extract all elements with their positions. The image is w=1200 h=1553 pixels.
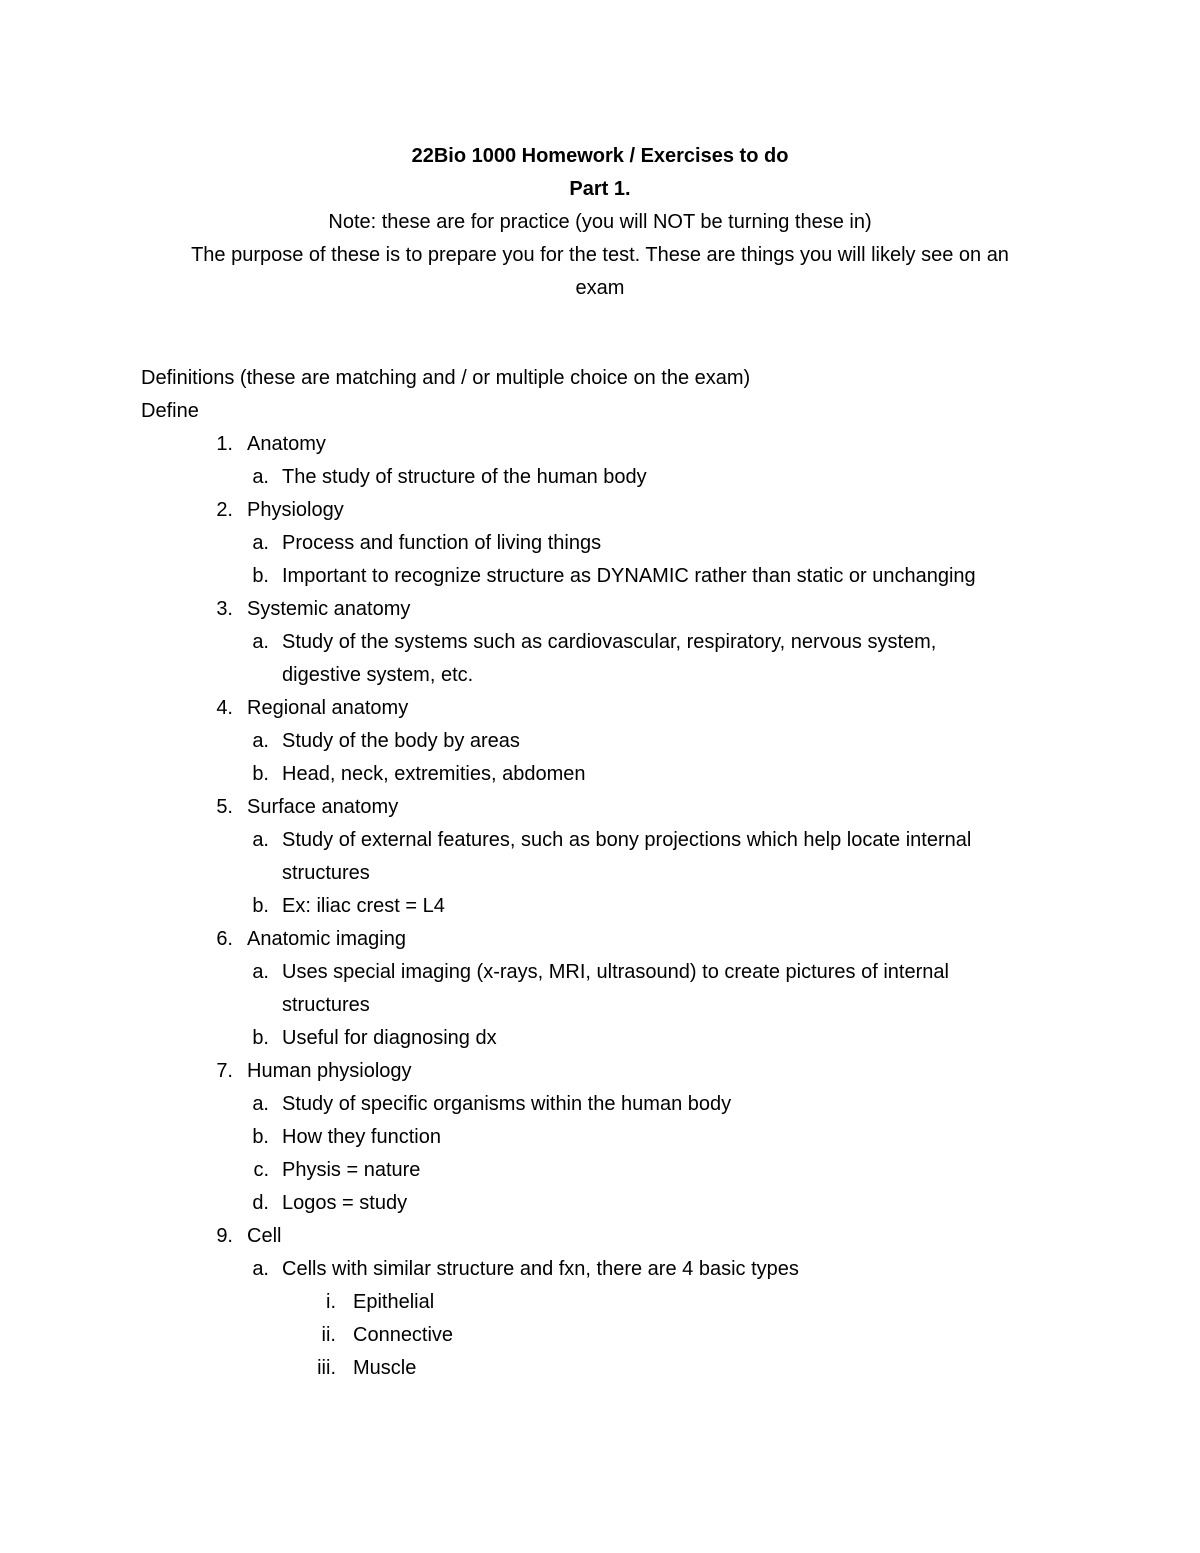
list-item-text: Study of the systems such as cardiovascular, respiratory, nervous system, [282,631,937,653]
list-marker: a. [252,532,269,554]
definition-detail [141,1154,1061,1187]
definition-detail [141,1121,1061,1154]
list-item-text: Surface anatomy [247,796,399,818]
definition-subdetail [141,1319,1061,1352]
definition-detail [141,824,1061,857]
definition-detail [141,1253,1061,1286]
list-item-text: How they function [282,1126,441,1148]
list-item-text: Important to recognize structure as DYNAMIC rather than static or unchanging [282,565,976,587]
list-item-text: Anatomic imaging [247,928,406,950]
definition-detail [141,725,1061,758]
definition-detail [141,1088,1061,1121]
list-marker: i. [326,1291,336,1313]
part-label: Part 1. [569,178,631,200]
define-heading-text: Define [141,400,199,422]
purpose-line-2: exam [575,277,625,299]
list-marker: b. [252,763,269,785]
list-item-text: Cell [247,1225,282,1247]
list-item-text: Physis = nature [282,1159,421,1181]
definition-term [141,923,1061,956]
list-marker: b. [252,1027,269,1049]
list-item-text: Process and function of living things [282,532,602,554]
list-item-text: Systemic anatomy [247,598,411,620]
list-item-continuation: structures [282,862,370,884]
list-item-text: Ex: iliac crest = L4 [282,895,445,917]
list-item-text: Head, neck, extremities, abdomen [282,763,586,785]
definition-detail [141,1022,1061,1055]
definition-detail-continuation [141,659,1061,692]
definitions-intro-text: Definitions (these are matching and / or multiple choice on the exam) [141,367,751,389]
definition-detail [141,626,1061,659]
list-marker: d. [252,1192,269,1214]
list-item-text: Regional anatomy [247,697,409,719]
list-item-text: Study of specific organisms within the human body [282,1093,732,1115]
list-item-text: Uses special imaging (x-rays, MRI, ultrasound) to create pictures of internal [282,961,949,983]
list-item-text: Useful for diagnosing dx [282,1027,497,1049]
definition-subdetail [141,1286,1061,1319]
list-marker: 4. [216,697,233,719]
definition-term [141,1220,1061,1253]
definition-detail [141,758,1061,791]
list-item-continuation: digestive system, etc. [282,664,474,686]
definition-detail-continuation [141,989,1061,1022]
list-item-text: The study of structure of the human body [282,466,647,488]
list-marker: 5. [216,796,233,818]
list-item-text: Connective [353,1324,454,1346]
list-item-text: Study of external features, such as bony projections which help locate internal [282,829,972,851]
list-marker: 6. [216,928,233,950]
list-item-text: Physiology [247,499,344,521]
list-marker: a. [252,829,269,851]
definition-detail [141,956,1061,989]
list-item-text: Human physiology [247,1060,412,1082]
list-item-text: Anatomy [247,433,326,455]
definition-term [141,692,1061,725]
definition-detail [141,461,1061,494]
definition-detail [141,527,1061,560]
list-item-text: Muscle [353,1357,417,1379]
list-marker: b. [252,895,269,917]
list-marker: 1. [216,433,233,455]
list-marker: 9. [216,1225,233,1247]
definition-detail [141,560,1061,593]
definition-term [141,494,1061,527]
purpose-line-1: The purpose of these is to prepare you for the test. These are things you will likely see on an [191,244,1009,266]
definitions-section [141,362,1061,1385]
document-title: 22Bio 1000 Homework / Exercises to do [411,145,789,167]
list-marker: a. [252,961,269,983]
definition-term [141,428,1061,461]
definition-detail-continuation [141,857,1061,890]
list-marker: a. [252,466,269,488]
list-item-continuation: structures [282,994,370,1016]
list-item-text: Logos = study [282,1192,408,1214]
list-marker: b. [252,565,269,587]
definition-detail [141,890,1061,923]
list-marker: iii. [317,1357,336,1379]
list-marker: a. [252,730,269,752]
list-item-text: Epithelial [353,1291,435,1313]
definitions-intro [141,362,1061,395]
document-header [130,140,1070,305]
list-marker: a. [252,1093,269,1115]
definition-subdetail [141,1352,1061,1385]
list-marker: 2. [216,499,233,521]
list-marker: 3. [216,598,233,620]
list-marker: c. [253,1159,269,1181]
list-item-text: Cells with similar structure and fxn, there are 4 basic types [282,1258,799,1280]
list-item-text: Study of the body by areas [282,730,520,752]
define-heading [141,395,1061,428]
list-marker: b. [252,1126,269,1148]
list-marker: ii. [321,1324,336,1346]
list-marker: a. [252,1258,269,1280]
list-marker: 7. [216,1060,233,1082]
definition-detail [141,1187,1061,1220]
definition-term [141,791,1061,824]
definition-term [141,593,1061,626]
list-marker: a. [252,631,269,653]
practice-note: Note: these are for practice (you will NOT be turning these in) [328,211,872,233]
definition-term [141,1055,1061,1088]
definition-list [141,428,1061,1385]
